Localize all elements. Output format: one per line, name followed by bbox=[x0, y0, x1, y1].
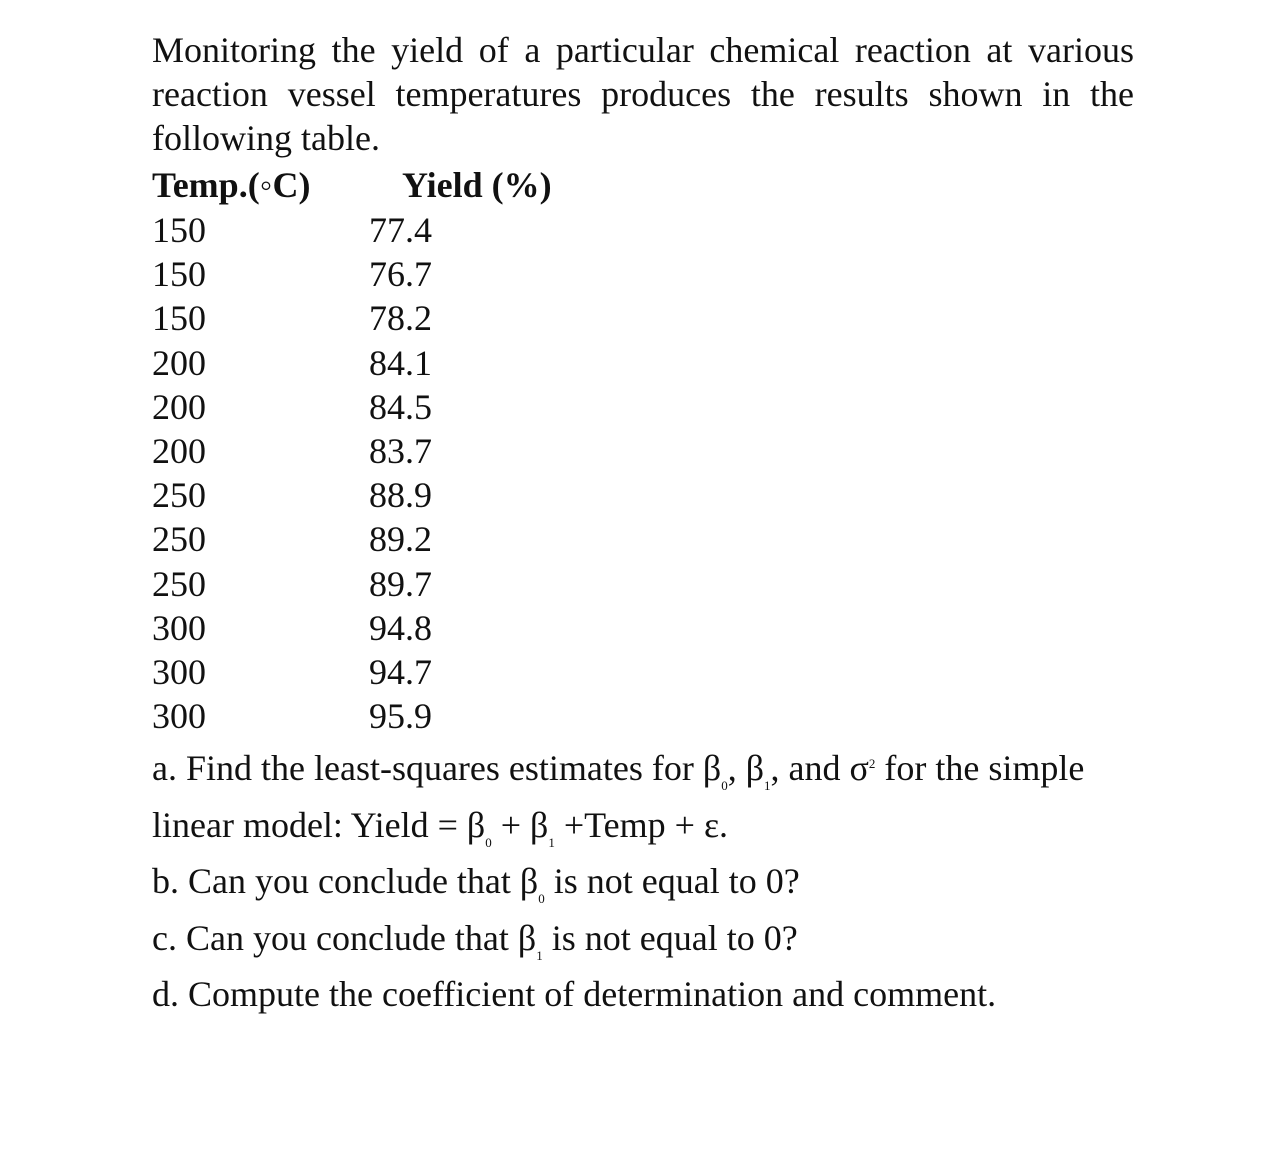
cell-temp: 200 bbox=[152, 342, 206, 383]
question-a-line2: linear model: Yield = $\beta_0 + \beta_1$ +Temp + ε. bbox=[152, 804, 729, 850]
cell-yield: 95.9 bbox=[369, 696, 432, 737]
cell-yield: 77.4 bbox=[369, 210, 432, 251]
cell-temp: 150 bbox=[152, 210, 206, 251]
cell-temp: 250 bbox=[152, 563, 206, 604]
table-row bbox=[152, 341, 1134, 385]
table-row bbox=[152, 606, 1134, 650]
cell-yield: 88.9 bbox=[369, 475, 432, 516]
cell-temp: 200 bbox=[152, 386, 206, 427]
cell-temp: 250 bbox=[152, 519, 206, 560]
question-c: c. Can you conclude that $\beta_1$ is not equal to 0? bbox=[152, 917, 798, 963]
cell-yield: 94.8 bbox=[369, 607, 432, 648]
cell-temp: 300 bbox=[152, 696, 206, 737]
header-yield: Yield (%) bbox=[402, 165, 552, 205]
table-header bbox=[152, 162, 1134, 208]
cell-temp: 200 bbox=[152, 431, 206, 472]
cell-temp: 150 bbox=[152, 298, 206, 339]
cell-temp: 300 bbox=[152, 607, 206, 648]
cell-yield: 84.1 bbox=[369, 342, 432, 383]
question-a-line1: a. Find the least-squares estimates for $\beta_0$, $\beta_1$, and $\sigma^2$ for the simple bbox=[152, 748, 1085, 794]
table-body bbox=[152, 208, 1134, 738]
table-row bbox=[152, 562, 1134, 606]
table-row bbox=[152, 296, 1134, 340]
table-row bbox=[152, 694, 1134, 738]
cell-yield: 76.7 bbox=[369, 254, 432, 295]
cell-yield: 89.2 bbox=[369, 519, 432, 560]
data-table bbox=[152, 162, 1134, 738]
table-row bbox=[152, 650, 1134, 694]
cell-temp: 250 bbox=[152, 475, 206, 516]
problem-page bbox=[152, 28, 1134, 1019]
question-d: d. Compute the coefficient of determination and comment. bbox=[152, 974, 997, 1015]
table-row bbox=[152, 429, 1134, 473]
questions bbox=[152, 744, 1134, 1019]
table-row bbox=[152, 208, 1134, 252]
cell-yield: 84.5 bbox=[369, 386, 432, 427]
table-row bbox=[152, 473, 1134, 517]
intro-paragraph: Monitoring the yield of a particular chemical reaction at various reaction vessel temperatures produces the results shown in the following table. bbox=[152, 30, 1134, 158]
table-row bbox=[152, 517, 1134, 561]
header-temp: Temp.(◦C) bbox=[152, 165, 311, 205]
table-row bbox=[152, 385, 1134, 429]
cell-temp: 150 bbox=[152, 254, 206, 295]
question-b: b. Can you conclude that $\beta_0$ is not equal to 0? bbox=[152, 861, 800, 907]
cell-yield: 83.7 bbox=[369, 431, 432, 472]
cell-yield: 78.2 bbox=[369, 298, 432, 339]
cell-temp: 300 bbox=[152, 651, 206, 692]
cell-yield: 94.7 bbox=[369, 651, 432, 692]
cell-yield: 89.7 bbox=[369, 563, 432, 604]
table-row bbox=[152, 252, 1134, 296]
